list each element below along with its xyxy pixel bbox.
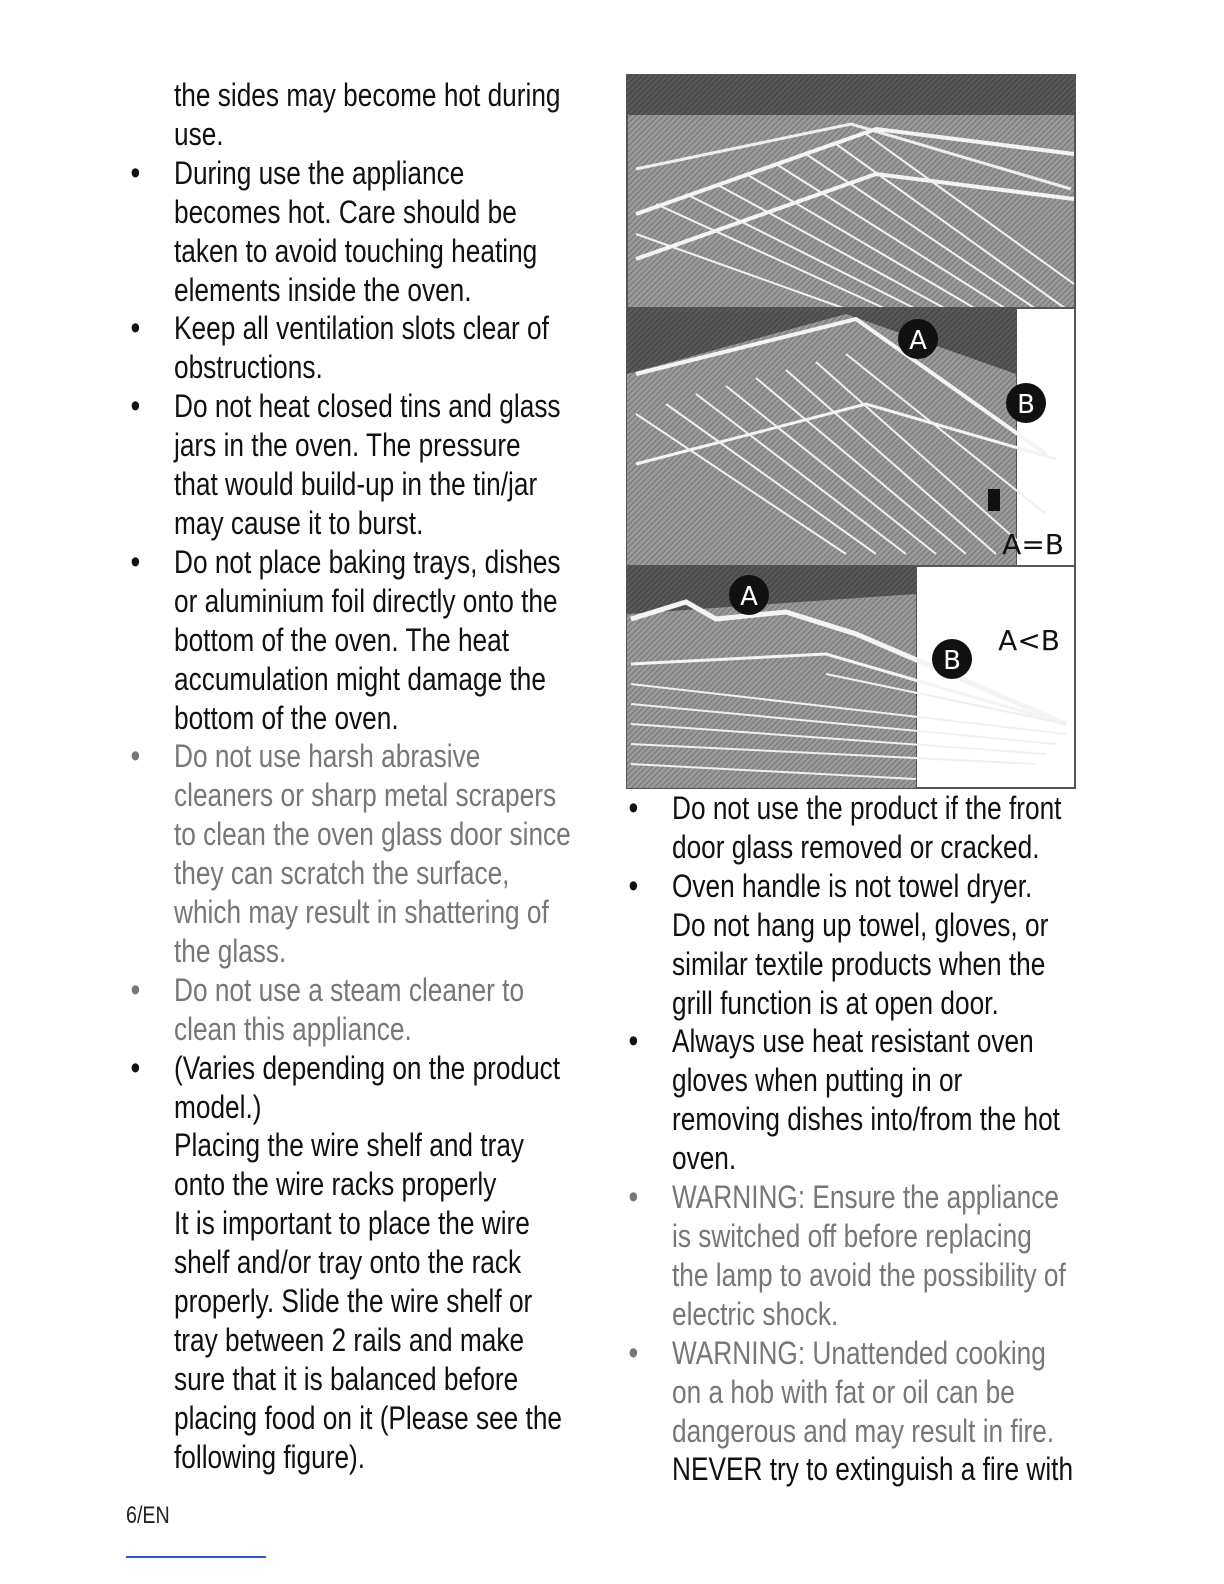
bullet-dot: • (628, 1333, 639, 1372)
bullet-line: (Varies depending on the product (174, 1049, 561, 1086)
bullet-line: bottom of the oven. (174, 699, 399, 736)
bullet-line: grill function is at open door. (672, 984, 999, 1021)
marker-a-circle (898, 319, 938, 359)
bullet-line: placing food on it (Please see the (174, 1399, 563, 1436)
bullet-line: taken to avoid touching heating (174, 232, 538, 269)
bullet-dot: • (130, 970, 141, 1009)
bullet-line: becomes hot. Care should be (174, 193, 517, 230)
bullet-line: obstructions. (174, 349, 323, 386)
bullet-line: onto the wire racks properly (174, 1166, 497, 1203)
bullet-dot: • (628, 1178, 639, 1217)
left-bullet-list (130, 153, 592, 1477)
bullet-line: similar textile products when the (672, 945, 1046, 982)
bullet-line: shelf and/or tray onto the rack (174, 1244, 522, 1281)
marker-b-circle (1006, 383, 1046, 423)
bullet-line: jars in the oven. The pressure (174, 427, 521, 464)
bullet-dot: • (130, 1048, 141, 1087)
bullet-line: gloves when putting in or (672, 1062, 963, 1099)
bullet-item (130, 387, 592, 543)
bullet-dot: • (628, 1022, 639, 1061)
bullet-line: properly. Slide the wire shelf or (174, 1283, 533, 1320)
bullet-dot: • (628, 789, 639, 827)
bullet-dot: • (628, 866, 639, 905)
bullet-line: on a hob with fat or oil can be (672, 1373, 1015, 1410)
bullet-item (628, 1178, 1090, 1334)
page-number: 6/EN (126, 1502, 170, 1529)
bullet-line: Do not use harsh abrasive (174, 738, 481, 775)
bullet-line: cleaners or sharp metal scrapers (174, 777, 557, 814)
caption-a-less-than-b: A<B (998, 624, 1060, 657)
bullet-line: NEVER try to extinguish a fire with (672, 1451, 1074, 1488)
marker-a-label: A (909, 326, 927, 356)
bullet-line: which may result in shattering of (174, 894, 549, 931)
bullet-line: to clean the oven glass door since (174, 816, 571, 853)
bullet-line: or aluminium foil directly onto the (174, 582, 558, 619)
figure-panel-middle (627, 308, 1075, 566)
bullet-line: the lamp to avoid the possibility of (672, 1256, 1066, 1293)
bullet-line: may cause it to burst. (174, 504, 424, 541)
bullet-line: WARNING: Unattended cooking (672, 1334, 1046, 1371)
bullet-line: the glass. (174, 932, 287, 969)
bullet-line: model.) (174, 1088, 262, 1125)
bullet-line: sure that it is balanced before (174, 1360, 519, 1397)
marker-b-label: B (943, 646, 961, 676)
bullet-line: that would build-up in the tin/jar (174, 466, 538, 503)
bullet-line: Do not place baking trays, dishes (174, 543, 561, 580)
bullet-item (130, 1048, 592, 1477)
bullet-dot: • (130, 387, 141, 426)
bullet-line: they can scratch the surface, (174, 855, 510, 892)
bullet-line: clean this appliance. (174, 1010, 412, 1047)
bullet-line: accumulation might damage the (174, 660, 546, 697)
figure-panel-top (627, 75, 1075, 309)
bullet-line: During use the appliance (174, 154, 465, 191)
marker-a-circle (729, 575, 769, 615)
bullet-line: Placing the wire shelf and tray (174, 1127, 525, 1164)
figure-panel-bottom (627, 566, 1075, 788)
bullet-line: It is important to place the wire (174, 1205, 530, 1242)
bullet-line: Do not heat closed tins and glass (174, 388, 561, 425)
left-column (130, 76, 592, 1477)
bullet-line: removing dishes into/from the hot (672, 1101, 1060, 1138)
bullet-line: dangerous and may result in fire. (672, 1412, 1055, 1449)
bullet-item (628, 1333, 1090, 1490)
bullet-line: Do not hang up towel, gloves, or (672, 906, 1049, 943)
bullet-line: electric shock. (672, 1295, 839, 1332)
bullet-dot: • (130, 737, 141, 776)
bullet-item (628, 789, 1090, 867)
bullet-line: Keep all ventilation slots clear of (174, 310, 549, 347)
wire-shelf-figure (626, 74, 1076, 790)
bullet-line: bottom of the oven. The heat (174, 621, 510, 658)
bullet-line: Do not use the product if the front (672, 790, 1062, 826)
marker-a-label: A (740, 582, 758, 612)
marker-b-circle (932, 639, 972, 679)
bullet-line: door glass removed or cracked. (672, 828, 1040, 865)
bullet-item (130, 737, 592, 970)
bullet-line: Do not use a steam cleaner to (174, 971, 525, 1008)
bullet-item (130, 542, 592, 738)
right-bullet-list (628, 789, 1090, 1489)
bullet-item (130, 970, 592, 1049)
caption-a-equals-b: A=B (1002, 528, 1064, 561)
bullet-item (130, 309, 592, 387)
bullet-line: tray between 2 rails and make (174, 1322, 525, 1358)
bullet-item (130, 153, 592, 310)
bullet-line: Oven handle is not towel dryer. (672, 867, 1033, 904)
marker-b-label: B (1017, 390, 1035, 420)
bullet-line: Always use heat resistant oven (672, 1023, 1034, 1060)
bullet-line: elements inside the oven. (174, 271, 472, 308)
bullet-item (628, 1022, 1090, 1178)
intro-text: the sides may become hot during use. (174, 77, 561, 152)
bullet-line: oven. (672, 1140, 737, 1177)
right-column (628, 789, 1090, 1489)
bullet-dot: • (130, 153, 141, 192)
bullet-dot: • (130, 542, 141, 581)
bullet-dot: • (130, 309, 141, 348)
bullet-line: is switched off before replacing (672, 1217, 1032, 1254)
bullet-item (628, 866, 1090, 1023)
bullet-line: WARNING: Ensure the appliance (672, 1179, 1059, 1216)
footer-rule (126, 1556, 266, 1558)
bullet-line: following figure). (174, 1438, 366, 1475)
